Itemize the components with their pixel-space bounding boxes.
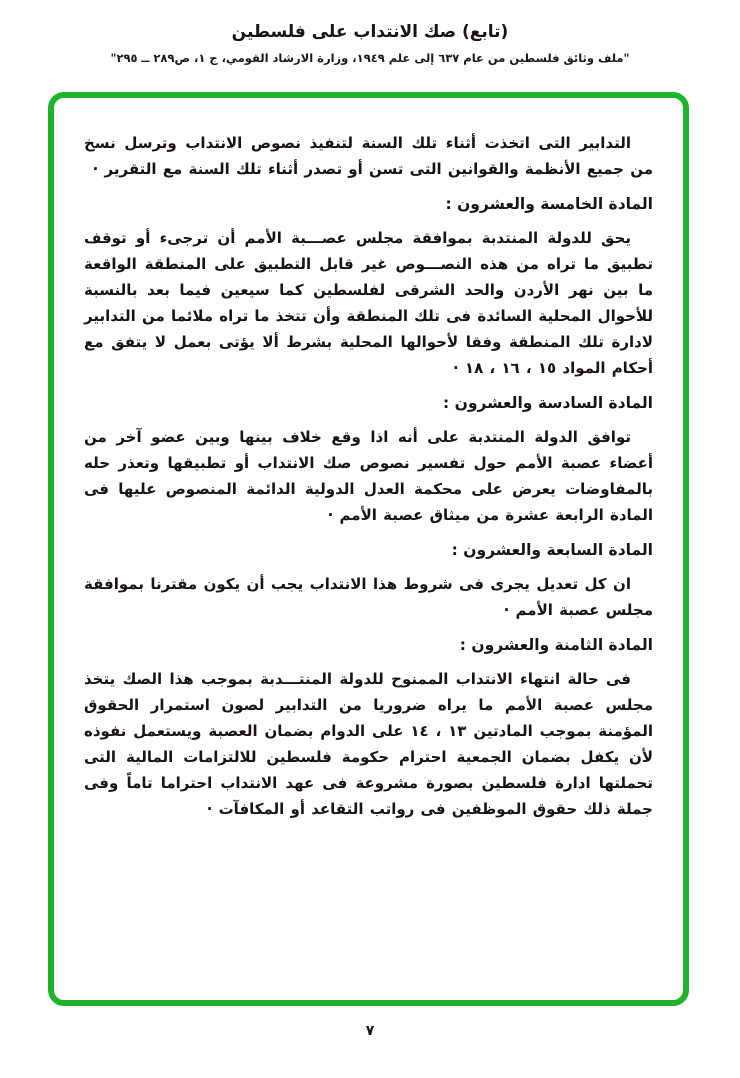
page-footer <box>0 1020 740 1039</box>
article-27-body: ان كل تعديل يجرى فى شروط هذا الانتداب يجب أن يكون مقترنا بموافقة مجلس عصبة الأمم · <box>84 575 653 619</box>
article-26-body: توافق الدولة المنتدبة على أنه اذا وقع خلاف بينها وبين عضو آخر من أعضاء عصبة الأمم حول تفسير نصوص صك الانتداب أو تطبيقها وتعذر حله بالمفاوضات يعرض على محكمة العدل الدولية الدائمة المنصوص عليها فى المادة الرابعة عشرة من ميثاق عصبة الأمم · <box>84 428 653 524</box>
article-28-body: فى حالة انتهاء الانتداب الممنوح للدولة المنتـــدبة بموجب هذا الصك يتخذ مجلس عصبة الأمم ما يراه ضروريا من التدابير لصون استمرار الحقوق المؤمنة بموجب المادتين ١٣ ، ١٤ على الدوام بضمان العصبة ويستعمل نفوذه لأن يكفل بضمان الجمعية احترام حكومة فلسطين للالتزامات المالية التى تحملتها ادارة فلسطين بصورة مشروعة فى عهد الانتداب احتراما تاماً وفى جملة ذلك حقوق الموظفين فى رواتب التقاعد أو المكافآت · <box>84 670 653 818</box>
article-28-heading: المادة الثامنة والعشرون : <box>459 636 653 654</box>
content-frame <box>48 92 689 1006</box>
page-number: ٧ <box>365 1023 375 1039</box>
article-25-heading: المادة الخامسة والعشرون : <box>445 195 653 213</box>
document-title: (تابع) صك الانتداب على فلسطين <box>231 22 509 42</box>
document-source-line: "ملف وثائق فلسطين من عام ٦٣٧ إلى علم ١٩٤٩، وزارة الارشاد القومي، ج ١، ص٢٨٩ ــ ٢٩٥" <box>110 51 630 65</box>
intro-paragraph: التدابير التى اتخذت أثناء تلك السنة لتنفيذ نصوص الانتداب وترسل نسخ من جميع الأنظمة والقوانين التى تسن أو تصدر أثناء تلك السنة مع التقرير · <box>84 134 653 178</box>
article-26-heading: المادة السادسة والعشرون : <box>443 394 653 412</box>
page-header <box>0 0 740 65</box>
article-27-heading: المادة السابعة والعشرون : <box>451 541 653 559</box>
article-25-body: يحق للدولة المنتدبة بموافقة مجلس عصـــبة الأمم أن ترجىء أو توقف تطبيق ما تراه من هذه النصـــوص غير قابل التطبيق على المنطقة الواقعة ما بين نهر الأردن والحد الشرقى لفلسطين كما سيعين فيما بعد بالنسبة للأحوال المحلية السائدة فى تلك المنطقة وأن تتخذ ما تراه ملائما من التدابير لادارة تلك المنطقة وفقا لأحوالها المحلية بشرط ألا يؤتى بعمل لا يتفق مع أحكام المواد ١٥ ، ١٦ ، ١٨ · <box>84 229 653 377</box>
